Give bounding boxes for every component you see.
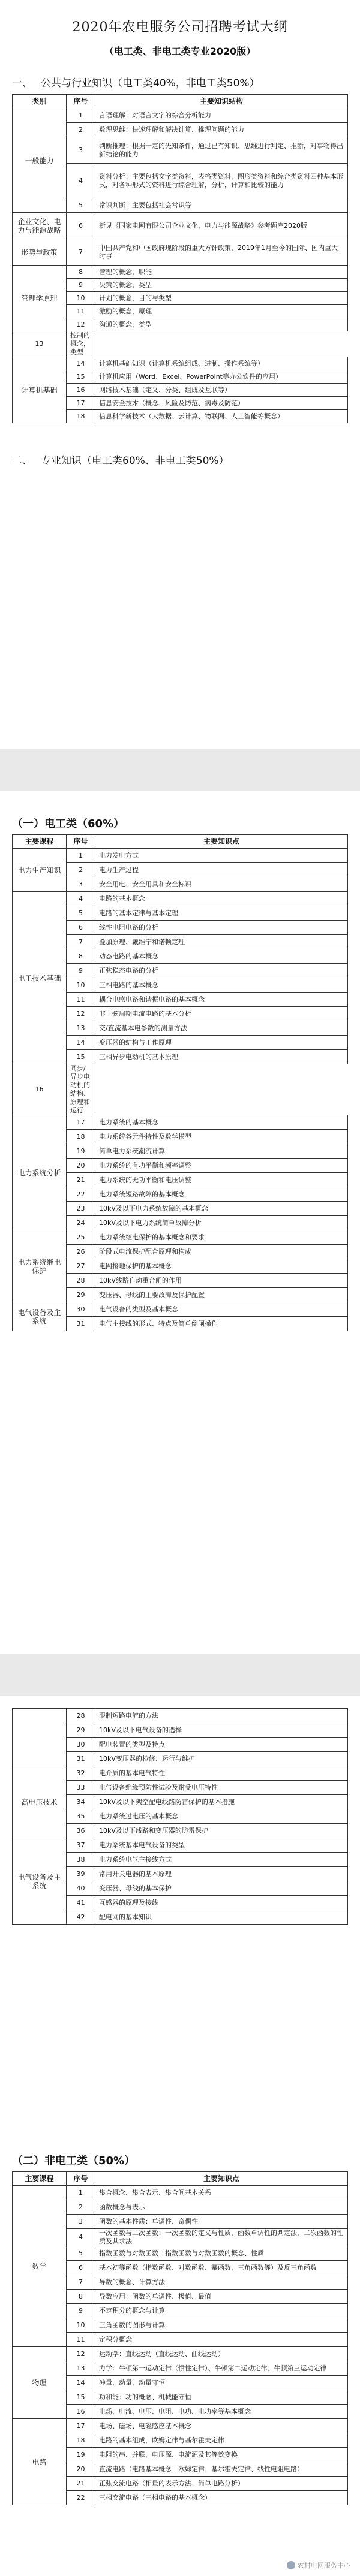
number-cell: 18 [67, 2433, 95, 2448]
knowledge-cell: 同步/异步电动机的结构、原理和运行 [67, 1064, 95, 1115]
knowledge-cell: 函数的基本性质：单调性、奇偶性 [95, 2215, 348, 2229]
category-cell: 数学 [13, 2186, 67, 2347]
number-cell: 22 [67, 2491, 95, 2505]
category-cell: 管理学原理 [13, 266, 67, 331]
knowledge-cell: 基本初等函数（指数函数、对数函数、幂函数、三角函数等）及反三角函数 [95, 2261, 348, 2275]
number-cell: 4 [67, 2229, 95, 2246]
table-row [13, 1838, 348, 1853]
number-cell: 14 [67, 357, 95, 370]
category-cell: 电力系统分析 [13, 1115, 67, 1230]
header-points: 主要知识点 [95, 2172, 348, 2186]
number-cell: 6 [67, 921, 95, 935]
number-cell: 27 [67, 1259, 95, 1274]
knowledge-cell: 限制短路电流的方法 [95, 1709, 348, 1723]
knowledge-cell: 信息科学新技术（大数据、云计算、物联网、人工智能等概念） [95, 410, 348, 423]
header-number: 序号 [67, 95, 95, 108]
number-cell: 14 [67, 1036, 95, 1050]
number-cell: 24 [67, 1216, 95, 1230]
number-cell: 39 [67, 1867, 95, 1881]
number-cell: 8 [67, 266, 95, 279]
knowledge-cell: 计算机基础知识（计算机系统组成、进制、操作系统等） [95, 357, 348, 370]
number-cell: 15 [67, 2390, 95, 2405]
watermark [287, 2560, 350, 2570]
page-separator [0, 1654, 360, 1696]
category-cell [13, 1709, 67, 1766]
number-cell: 3 [67, 137, 95, 164]
category-cell: 物理 [13, 2347, 67, 2419]
number-cell: 17 [67, 2419, 95, 2433]
knowledge-cell: 线性电阻电路的分析 [95, 921, 348, 935]
category-cell: 电气设备及主系统 [13, 1302, 67, 1331]
table-row [13, 108, 348, 123]
knowledge-cell: 变压器、母线的主要故障及保护配置 [95, 1288, 348, 1302]
number-cell: 11 [67, 305, 95, 318]
knowledge-cell: 定积分概念 [95, 2333, 348, 2347]
table-row [13, 1709, 348, 1723]
knowledge-cell: 10kV及以下电力系统简单故障分析 [95, 1216, 348, 1230]
knowledge-cell: 电路的基本概念 [95, 892, 348, 906]
number-cell: 1 [67, 849, 95, 863]
table-row [13, 2347, 348, 2361]
number-cell: 23 [67, 1202, 95, 1216]
number-cell: 29 [67, 1723, 95, 1738]
category-cell: 企业文化、电力与能源战略 [13, 213, 67, 239]
section-label: 公共与行业知识（电工类40%，非电工类50%） [41, 77, 260, 89]
number-cell: 6 [67, 2261, 95, 2275]
number-cell: 7 [67, 2275, 95, 2290]
knowledge-cell: 10kV变压器的检修、运行与维护 [95, 1752, 348, 1766]
number-cell: 31 [67, 1752, 95, 1766]
number-cell: 31 [67, 1317, 95, 1331]
number-cell: 12 [67, 1007, 95, 1021]
table-row [13, 266, 348, 279]
knowledge-cell: 指数函数与对数函数：指数函数与对数函数的概念、性质 [95, 2246, 348, 2261]
knowledge-cell: 10kV及以下线路和变压器的防雷保护 [95, 1824, 348, 1838]
header-knowledge: 主要知识结构 [95, 95, 348, 108]
knowledge-cell: 一次函数与二次函数：一次函数的定义与性质，函数单调性的判定法，二次函数的性质及其求法 [95, 2229, 348, 2246]
knowledge-cell: 电力系统电气主接线方式 [95, 1853, 348, 1867]
number-cell: 13 [67, 2361, 95, 2376]
number-cell: 41 [67, 1896, 95, 1910]
number-cell: 19 [67, 1144, 95, 1159]
table-row [13, 1115, 348, 1130]
number-cell: 38 [67, 1853, 95, 1867]
number-cell: 9 [67, 279, 95, 292]
number-cell: 17 [67, 1115, 95, 1130]
section-label: 专业知识（电工类60%、非电工类50%） [41, 455, 229, 467]
number-cell: 16 [13, 1064, 67, 1115]
table-row [13, 357, 348, 370]
number-cell: 7 [67, 239, 95, 266]
number-cell: 1 [67, 2186, 95, 2200]
knowledge-cell: 电力系统的有功平衡和频率调整 [95, 1159, 348, 1173]
subsection-non-electrical: （二）非电工类（50%） [12, 2155, 136, 2167]
header-course: 主要课程 [13, 835, 67, 849]
knowledge-cell: 计算机应用（Word、Excel、PowerPoint等办公软件的应用） [95, 370, 348, 384]
category-cell: 一般能力 [13, 108, 67, 213]
number-cell: 14 [67, 2376, 95, 2390]
knowledge-cell: 10kV线路自动重合闸的作用 [95, 1274, 348, 1288]
knowledge-cell: 冲量、动量、动量守恒 [95, 2376, 348, 2390]
header-points: 主要知识点 [95, 835, 348, 849]
knowledge-cell: 激励的概念，原理 [95, 305, 348, 318]
knowledge-cell: 配电装置的类型及特点 [95, 1738, 348, 1752]
knowledge-cell: 三相交流电路（三相电路的基本概念） [95, 2491, 348, 2505]
knowledge-cell: 电力生产过程 [95, 863, 348, 877]
number-cell: 13 [67, 1021, 95, 1036]
table-row [13, 1302, 348, 1317]
knowledge-cell: 电气主接线的形式、特点及简单倒闸操作 [95, 1317, 348, 1331]
knowledge-cell: 沟通的概念，类型 [95, 318, 348, 331]
number-cell: 4 [67, 892, 95, 906]
knowledge-cell: 导数的概念、计算方法 [95, 2275, 348, 2290]
knowledge-cell: 力学：牛顿第一运动定律（惯性定律）、牛顿第二运动定律、牛顿第三运动定律 [95, 2361, 348, 2376]
number-cell: 25 [67, 1230, 95, 1245]
number-cell: 8 [67, 2290, 95, 2304]
knowledge-cell: 决策的概念，类型 [95, 279, 348, 292]
number-cell: 21 [67, 1173, 95, 1187]
number-cell: 2 [67, 123, 95, 137]
knowledge-cell: 互感器的原理及接线 [95, 1896, 348, 1910]
number-cell: 5 [67, 2246, 95, 2261]
number-cell: 28 [67, 1709, 95, 1723]
knowledge-cell: 安全用电、安全用具和安全标识 [95, 877, 348, 892]
number-cell: 19 [67, 2448, 95, 2462]
knowledge-cell: 三相异步电动机的基本原理 [95, 1050, 348, 1064]
header-number: 序号 [67, 835, 95, 849]
number-cell: 4 [67, 164, 95, 198]
knowledge-cell: 电力系统基本电气设备的类型 [95, 1838, 348, 1853]
knowledge-cell: 资料分析：主要包括文字类资料，表格类资料，图形类资料和综合类资料四种基本形式，对各种形式的资料进行综合理解，分析，计算和比较的能力 [95, 164, 348, 198]
number-cell: 9 [67, 2304, 95, 2318]
number-cell: 11 [67, 2333, 95, 2347]
electrical-table [12, 834, 348, 1331]
number-cell: 30 [67, 1738, 95, 1752]
knowledge-cell: 10kV及以下电力系统故障的基本概念 [95, 1202, 348, 1216]
number-cell: 15 [67, 370, 95, 384]
knowledge-cell: 变压器的结构与工作原理 [95, 1036, 348, 1050]
knowledge-cell: 正弦稳态电路的分析 [95, 964, 348, 978]
wechat-icon [287, 2561, 295, 2569]
number-cell: 20 [67, 1159, 95, 1173]
category-cell: 计算机基础 [13, 357, 67, 423]
number-cell: 11 [67, 993, 95, 1007]
table-row [13, 213, 348, 239]
knowledge-cell: 言语理解：对语言文字的综合分析能力 [95, 108, 348, 123]
knowledge-cell: 正弦交流电路（相量的表示方法、简单电路分析） [95, 2477, 348, 2491]
number-cell: 33 [67, 1781, 95, 1795]
number-cell: 2 [67, 2200, 95, 2215]
table-row [13, 1230, 348, 1245]
knowledge-cell: 电力系统各元件特性及数学模型 [95, 1130, 348, 1144]
number-cell: 9 [67, 964, 95, 978]
table-row [13, 239, 348, 266]
knowledge-cell: 电网接地保护的基本概念 [95, 1259, 348, 1274]
number-cell: 16 [67, 384, 95, 397]
knowledge-cell: 不定积分的概念与计算 [95, 2304, 348, 2318]
number-cell: 10 [67, 2318, 95, 2333]
page-title: 2020年农电服务公司招聘考试大纲 [72, 20, 288, 35]
category-cell: 电力系统继电保护 [13, 1230, 67, 1302]
number-cell: 30 [67, 1302, 95, 1317]
number-cell: 17 [67, 397, 95, 410]
table-row [13, 331, 348, 357]
page-3 [0, 1696, 360, 2576]
table-row [13, 1766, 348, 1781]
knowledge-cell: 常用开关电器的基本原理 [95, 1867, 348, 1881]
category-cell: 电工技术基础 [13, 892, 67, 1064]
section-heading-1 [12, 74, 360, 89]
category-cell: 高电压技术 [13, 1766, 67, 1838]
number-cell: 42 [67, 1910, 95, 1925]
table-row [13, 1064, 348, 1115]
knowledge-cell: 直流电路（电路基本概念：欧姆定律、基尔霍夫定律、线性电阻电路） [95, 2462, 348, 2477]
number-cell: 1 [67, 108, 95, 123]
electrical-table-continued [12, 1708, 348, 1925]
section-heading-2 [12, 452, 360, 467]
number-cell: 8 [67, 949, 95, 964]
category-cell: 形势与政策 [13, 239, 67, 266]
knowledge-cell: 判断推理：根据一定的先知条件，通过已有知识、思维进行判定、推断，对事物得出新结论的能力 [95, 137, 348, 164]
knowledge-cell: 电介质的基本电气特性 [95, 1766, 348, 1781]
number-cell: 36 [67, 1824, 95, 1838]
table-row [13, 849, 348, 863]
page-2 [0, 791, 360, 1654]
knowledge-cell: 电力系统短路故障的基本概念 [95, 1187, 348, 1202]
header-category: 类别 [13, 95, 67, 108]
section-number: 二、 [12, 455, 32, 467]
knowledge-cell: 网络技术基础（定义、分类、组成及互联等） [95, 384, 348, 397]
header-course: 主要课程 [13, 2172, 67, 2186]
number-cell: 34 [67, 1795, 95, 1809]
number-cell: 18 [67, 410, 95, 423]
table-row [13, 2186, 348, 2200]
knowledge-cell: 电力系统的基本概念 [95, 1115, 348, 1130]
knowledge-cell: 导数应用：函数的单调性、极值、最值 [95, 2290, 348, 2304]
watermark-text: 农村电网服务中心 [298, 2562, 350, 2569]
knowledge-cell: 计划的概念，目的与类型 [95, 292, 348, 305]
number-cell: 10 [67, 292, 95, 305]
number-cell: 16 [67, 2405, 95, 2419]
knowledge-cell: 交/直流基本电参数的测量方法 [95, 1021, 348, 1036]
knowledge-cell: 电力发电方式 [95, 849, 348, 863]
number-cell: 2 [67, 863, 95, 877]
knowledge-cell: 配电网的基本知识 [95, 1910, 348, 1925]
number-cell: 20 [67, 2462, 95, 2477]
knowledge-cell: 电气设备的类型及基本概念 [95, 1302, 348, 1317]
knowledge-cell: 常识判断：主要包括社会常识等 [95, 198, 348, 213]
category-cell: 电路 [13, 2419, 67, 2505]
general-knowledge-table [12, 94, 348, 423]
number-cell: 12 [67, 318, 95, 331]
non-electrical-table [12, 2171, 348, 2505]
knowledge-cell: 电场、磁场、电磁感应基本概念 [95, 2419, 348, 2433]
knowledge-cell: 集合概念、集合表示、集合间基本关系 [95, 2186, 348, 2200]
table-row [13, 2419, 348, 2433]
knowledge-cell: 叠加原理、戴维宁和诺顿定理 [95, 935, 348, 949]
knowledge-cell: 电阻的串、并联，电压源、电流源及其等效变换 [95, 2448, 348, 2462]
knowledge-cell: 电力系统过电压的基本概念 [95, 1809, 348, 1824]
number-cell: 29 [67, 1288, 95, 1302]
knowledge-cell: 简单电力系统潮流计算 [95, 1144, 348, 1159]
number-cell: 12 [67, 2347, 95, 2361]
number-cell: 7 [67, 935, 95, 949]
number-cell: 37 [67, 1838, 95, 1853]
knowledge-cell: 电场、电流、电压、电阻、电功、电功率等基本概念 [95, 2405, 348, 2419]
page-1 [0, 0, 360, 749]
knowledge-cell: 函数概念与表示 [95, 2200, 348, 2215]
knowledge-cell: 三角函数的图形与计算 [95, 2318, 348, 2333]
knowledge-cell: 非正弦周期电流电路的基本分析 [95, 1007, 348, 1021]
table-row [13, 892, 348, 906]
number-cell: 40 [67, 1881, 95, 1896]
page-separator [0, 749, 360, 791]
number-cell: 28 [67, 1274, 95, 1288]
number-cell: 26 [67, 1245, 95, 1259]
number-cell: 5 [67, 198, 95, 213]
knowledge-cell: 功和能：功的概念、机械能守恒 [95, 2390, 348, 2405]
knowledge-cell: 新见《国家电网有限公司企业文化、电力与能源战略》参考题库2020版 [95, 213, 348, 239]
knowledge-cell: 三相电路的基本概念 [95, 978, 348, 993]
knowledge-cell: 电气设备绝缘预防性试验及耐受电压特性 [95, 1781, 348, 1795]
number-cell: 22 [67, 1187, 95, 1202]
section-number: 一、 [12, 77, 32, 89]
knowledge-cell: 10kV及以下架空配电线路防雷保护的基本措施 [95, 1795, 348, 1809]
number-cell: 21 [67, 2477, 95, 2491]
knowledge-cell: 变压器、母线的基本保护 [95, 1881, 348, 1896]
number-cell: 32 [67, 1766, 95, 1781]
page-subtitle: （电工类、非电工类专业2020版） [104, 46, 256, 57]
number-cell: 3 [67, 2215, 95, 2229]
knowledge-cell: 数理思维：快速理解和解决计算、推理问题的能力 [95, 123, 348, 137]
knowledge-cell: 耦合电感电路和谐振电路的基本概念 [95, 993, 348, 1007]
number-cell: 35 [67, 1809, 95, 1824]
knowledge-cell: 10kV及以下电气设备的选择 [95, 1723, 348, 1738]
number-cell: 3 [67, 877, 95, 892]
category-cell: 电气设备及主系统 [13, 1838, 67, 1925]
number-cell: 15 [67, 1050, 95, 1064]
knowledge-cell: 阶段式电流保护配合原理和构成 [95, 1245, 348, 1259]
category-cell: 电力生产知识 [13, 849, 67, 892]
knowledge-cell: 控制的概念，类型 [67, 331, 95, 357]
knowledge-cell: 电路的基本组成，欧姆定律与基尔霍夫定律 [95, 2433, 348, 2448]
number-cell: 10 [67, 978, 95, 993]
knowledge-cell: 电路的基本定律与基本定理 [95, 906, 348, 921]
knowledge-cell: 电力系统继电保护的基本概念和要求 [95, 1230, 348, 1245]
knowledge-cell: 信息安全技术（概念、风险及防范、病毒及防范） [95, 397, 348, 410]
knowledge-cell: 电力系统的无功平衡和电压调整 [95, 1173, 348, 1187]
knowledge-cell: 中国共产党和中国政府现阶段的重大方针政策，2019年1月至今的国际、国内重大时事 [95, 239, 348, 266]
number-cell: 6 [67, 213, 95, 239]
subsection-electrical: （一）电工类（60%） [12, 818, 125, 830]
header-number: 序号 [67, 2172, 95, 2186]
number-cell: 5 [67, 906, 95, 921]
number-cell: 13 [13, 331, 67, 357]
number-cell: 18 [67, 1130, 95, 1144]
knowledge-cell: 运动学：直线运动（直线运动、曲线运动） [95, 2347, 348, 2361]
knowledge-cell: 动态电路的基本概念 [95, 949, 348, 964]
knowledge-cell: 管理的概念，职能 [95, 266, 348, 279]
